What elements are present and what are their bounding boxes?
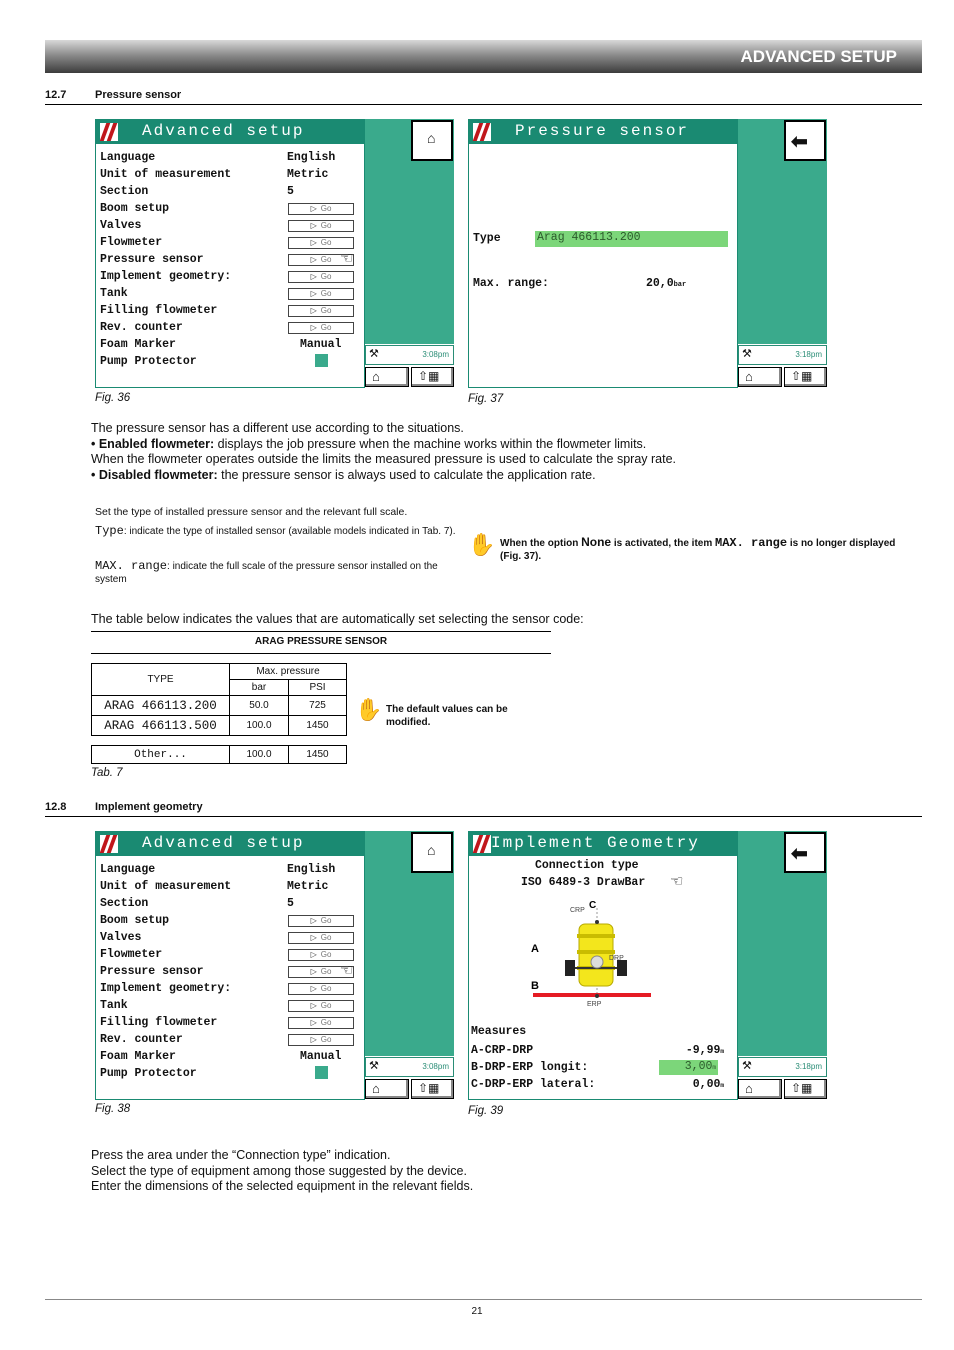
go-button[interactable]: ▷ Go <box>288 1000 354 1012</box>
pointer-hand-icon: ☜ <box>340 962 354 979</box>
type-field[interactable]: Arag 466113.200 <box>535 231 728 247</box>
body-text: The pressure sensor has a different use according to the situations. • Enabled flowmeter: displays the job pressure when the machine works within the flowmeter limits. When the flowmeter operates outside the limits the measured pressure is used to calculate the spray rate. • Disabled flowmeter: the pressure sensor is always used to calculate the application rate. <box>91 421 677 482</box>
menu-item-value[interactable]: Manual <box>300 338 342 351</box>
go-button[interactable]: ▷ Go <box>288 271 354 283</box>
menu-item-label: Pump Protector <box>100 355 197 368</box>
fig-caption: Fig. 36 <box>95 392 131 404</box>
measure-label: C-DRP-ERP lateral: <box>471 1078 596 1091</box>
measure-label: A-CRP-DRP <box>471 1044 534 1057</box>
screen-title-bar <box>96 120 364 144</box>
menu-item-label: Pressure sensor <box>100 253 204 266</box>
menu-item-label: Rev. counter <box>100 321 183 334</box>
header-banner <box>45 40 922 73</box>
go-button[interactable]: ▷ Go <box>288 1017 354 1029</box>
go-button[interactable]: ▷ Go <box>288 915 354 927</box>
sensor-table-other <box>91 745 347 764</box>
page-number: 21 <box>471 1306 483 1317</box>
toggle-square[interactable] <box>315 1066 328 1079</box>
menu-item-label: Valves <box>100 219 142 232</box>
menu-item-label: Filling flowmeter <box>100 1016 218 1029</box>
back-arrow-icon[interactable]: ⬅ <box>784 832 826 873</box>
screen-title: Implement Geometry <box>491 834 700 852</box>
wrench-icon: ⚒ <box>369 348 379 360</box>
clock: 3:08pm <box>365 1057 454 1077</box>
menu-item-label: Unit of measurement <box>100 880 232 893</box>
table-title-rule <box>91 653 551 654</box>
arag-logo-icon <box>473 835 491 853</box>
hand-note-icon: ✋ <box>355 697 383 722</box>
grid-button[interactable]: ⇧▦ <box>411 367 454 387</box>
menu-item-label: Pump Protector <box>100 1067 197 1080</box>
home-icon[interactable]: ⌂ <box>411 832 453 873</box>
section-title: Implement geometry <box>95 801 203 813</box>
table-row: ARAG 466113.200 50.0 725 <box>92 696 347 716</box>
range-label: Max. range: <box>473 277 549 290</box>
screen-title: Advanced setup <box>142 122 305 140</box>
fig-caption: Fig. 37 <box>468 393 504 405</box>
measures-label: Measures <box>471 1025 527 1038</box>
table-intro: The table below indicates the values that are automatically set selecting the sensor code: <box>91 612 584 626</box>
type-label: Type <box>473 232 501 245</box>
table-row: ARAG 466113.500 100.0 1450 <box>92 716 347 736</box>
col-psi: PSI <box>289 680 347 696</box>
measure-b-value[interactable]: 3,00m <box>659 1060 718 1075</box>
wrench-icon: ⚒ <box>742 1060 752 1072</box>
pointer-hand-icon: ☜ <box>670 873 684 890</box>
section-number: 12.8 <box>45 801 67 813</box>
advanced-setup-screen <box>95 831 365 1100</box>
crp-label: CRP <box>570 907 585 914</box>
go-button[interactable]: ▷ Go <box>288 254 354 266</box>
home-button[interactable]: ⌂ <box>738 367 782 387</box>
toggle-square[interactable] <box>315 354 328 367</box>
advanced-setup-screen <box>95 119 365 388</box>
pressure-sensor-screen <box>468 119 738 388</box>
clock: 3:18pm <box>738 1057 827 1077</box>
grid-button[interactable]: ⇧▦ <box>784 367 827 387</box>
screen-title: Pressure sensor <box>515 122 690 140</box>
menu-item-label: Section <box>100 185 149 198</box>
col-bar: bar <box>230 680 289 696</box>
hand-note-icon: ✋ <box>468 532 496 557</box>
menu-item-label: Section <box>100 897 149 910</box>
fig-caption: Fig. 38 <box>95 1103 131 1115</box>
menu-item-label: Unit of measurement <box>100 168 232 181</box>
none-note: When the option None is activated, the item MAX. range is no longer displayed (Fig. 37). <box>500 535 896 562</box>
go-button[interactable]: ▷ Go <box>288 203 354 215</box>
menu-item-value[interactable]: English <box>287 151 336 164</box>
col-max-pressure: Max. pressure <box>230 664 347 680</box>
menu-item-label: Rev. counter <box>100 1033 183 1046</box>
menu-item-value[interactable]: 5 <box>287 185 294 198</box>
menu-item-label: Implement geometry: <box>100 270 232 283</box>
arag-logo-icon <box>473 123 491 141</box>
go-button[interactable]: ▷ Go <box>288 305 354 317</box>
go-button[interactable]: ▷ Go <box>288 1034 354 1046</box>
menu-item-label: Valves <box>100 931 142 944</box>
go-button[interactable]: ▷ Go <box>288 322 354 334</box>
erp-label: ERP <box>587 1001 602 1008</box>
go-button[interactable]: ▷ Go <box>288 288 354 300</box>
b-label: B <box>531 980 539 992</box>
menu-item-value[interactable]: English <box>287 863 336 876</box>
connection-type-label: Connection type <box>535 859 639 872</box>
home-button[interactable]: ⌂ <box>365 367 409 387</box>
menu-item-label: Language <box>100 151 156 164</box>
fig-caption: Fig. 39 <box>468 1105 504 1117</box>
default-note: The default values can be modified. <box>386 704 508 728</box>
go-button[interactable]: ▷ Go <box>288 220 354 232</box>
section-divider <box>45 816 922 817</box>
menu-item-label: Flowmeter <box>100 236 163 249</box>
screen-title-bar <box>96 832 364 856</box>
section-divider <box>45 104 922 105</box>
menu-item-value[interactable]: Manual <box>300 1050 342 1063</box>
range-description: MAX. range: indicate the full scale of the pressure sensor installed on the system <box>95 559 438 585</box>
a-label: A <box>531 943 539 955</box>
measure-a-value[interactable]: -9,99m <box>685 1044 724 1057</box>
menu-item-label: Filling flowmeter <box>100 304 218 317</box>
menu-item-label: Pressure sensor <box>100 965 204 978</box>
clock: 3:08pm <box>365 345 454 365</box>
go-button[interactable]: ▷ Go <box>288 983 354 995</box>
footer-rule <box>45 1299 922 1300</box>
home-button[interactable]: ⌂ <box>738 1079 782 1099</box>
menu-item-label: Boom setup <box>100 202 170 215</box>
menu-item-value[interactable]: Metric <box>287 168 329 181</box>
menu-item-label: Tank <box>100 287 128 300</box>
arag-logo-icon <box>100 835 118 853</box>
body-text: Press the area under the “Connection type” indication. Select the type of equipment among those suggested by the device. Enter the dimensions of the selected equipment in the relevant fields. <box>91 1148 474 1193</box>
connection-type-value[interactable]: ISO 6489-3 DrawBar <box>521 876 646 889</box>
wrench-icon: ⚒ <box>369 1060 379 1072</box>
table-row: Other... 100.0 1450 <box>92 746 347 764</box>
measure-label: B-DRP-ERP longit: <box>471 1061 589 1074</box>
implement-diagram <box>509 900 659 1012</box>
menu-item-label: Language <box>100 863 156 876</box>
drp-label: DRP <box>609 955 624 962</box>
c-label: C <box>589 900 597 911</box>
type-description: Type: indicate the type of installed sensor (available models indicated in Tab. 7). <box>95 524 456 538</box>
menu-item-value[interactable]: Metric <box>287 880 329 893</box>
sensor-table <box>91 663 347 736</box>
back-arrow-icon[interactable]: ⬅ <box>784 120 826 161</box>
arag-logo-icon <box>100 123 118 141</box>
screen-title: Advanced setup <box>142 834 305 852</box>
implement-geometry-screen <box>468 831 738 1100</box>
grid-button[interactable]: ⇧▦ <box>784 1079 827 1099</box>
clock: 3:18pm <box>738 345 827 365</box>
menu-item-label: Flowmeter <box>100 948 163 961</box>
table-title: ARAG PRESSURE SENSOR <box>254 636 388 647</box>
page-title: ADVANCED SETUP <box>740 47 897 66</box>
home-button[interactable]: ⌂ <box>365 1079 409 1099</box>
menu-item-label: Foam Marker <box>100 1050 176 1063</box>
instruction-intro: Set the type of installed pressure sensor and the relevant full scale. <box>95 506 408 518</box>
col-type: TYPE <box>92 664 230 696</box>
section-title: Pressure sensor <box>95 89 182 101</box>
menu-item-label: Boom setup <box>100 914 170 927</box>
go-button[interactable]: ▷ Go <box>288 932 354 944</box>
go-button[interactable]: ▷ Go <box>288 237 354 249</box>
menu-item-value[interactable]: 5 <box>287 897 294 910</box>
menu-item-label: Implement geometry: <box>100 982 232 995</box>
home-icon[interactable]: ⌂ <box>411 120 453 161</box>
menu-item-label: Foam Marker <box>100 338 176 351</box>
go-button[interactable]: ▷ Go <box>288 949 354 961</box>
screen-title-bar <box>469 120 737 144</box>
wrench-icon: ⚒ <box>742 348 752 360</box>
screen-title-bar <box>469 832 737 856</box>
range-value[interactable]: 20,0bar <box>646 277 687 290</box>
table-top-rule <box>91 631 551 632</box>
menu-item-label: Tank <box>100 999 128 1012</box>
grid-button[interactable]: ⇧▦ <box>411 1079 454 1099</box>
measure-c-value[interactable]: 0,00m <box>692 1078 724 1091</box>
go-button[interactable]: ▷ Go <box>288 966 354 978</box>
tab-caption: Tab. 7 <box>91 767 123 779</box>
pointer-hand-icon: ☜ <box>340 250 354 267</box>
section-number: 12.7 <box>45 89 67 101</box>
